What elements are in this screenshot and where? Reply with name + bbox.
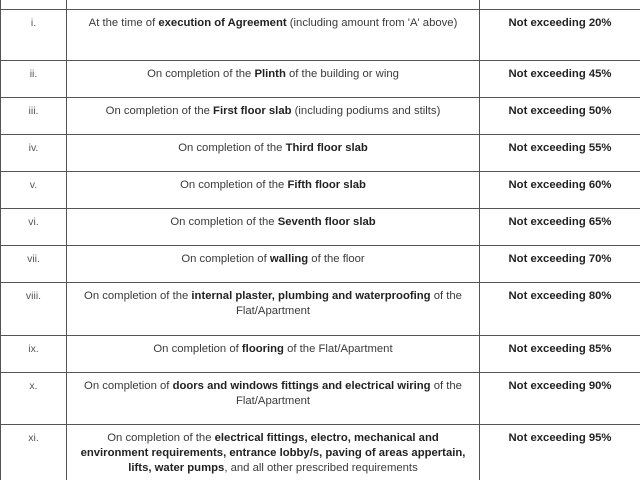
milestone-text: On completion of (181, 253, 270, 265)
milestone-emphasis: Plinth (254, 68, 286, 80)
table-row (1, 283, 640, 336)
row-number: ii. (1, 61, 67, 98)
milestone-emphasis: First floor slab (213, 105, 292, 117)
milestone-description (67, 98, 480, 135)
milestone-emphasis: Fifth floor slab (287, 179, 366, 191)
row-number: v. (1, 172, 67, 209)
milestone-description (67, 336, 480, 373)
payment-percentage: Not exceeding 50% (480, 98, 640, 135)
payment-percentage: Not exceeding 55% (480, 135, 640, 172)
row-number: i. (1, 10, 67, 61)
milestone-text: On completion of the (180, 179, 288, 191)
milestone-emphasis: internal plaster, plumbing and waterproofing (191, 290, 431, 302)
milestone-description (67, 246, 480, 283)
milestone-text: (including amount from 'A' above) (286, 17, 458, 29)
payment-percentage: Not exceeding 70% (480, 246, 640, 283)
header-cell (67, 0, 480, 10)
table-row (1, 336, 640, 373)
milestone-description (67, 373, 480, 425)
milestone-description (67, 209, 480, 246)
milestone-text: of the building or wing (285, 68, 399, 80)
milestone-text: On completion of the (105, 105, 214, 117)
milestone-text: (including podiums and stilts) (291, 105, 441, 117)
milestone-text: of the Flat/Apartment (235, 290, 462, 317)
milestone-text: On completion of (153, 343, 242, 355)
payment-percentage: Not exceeding 85% (480, 336, 640, 373)
milestone-description (67, 135, 480, 172)
row-number: xi. (1, 425, 67, 480)
header-cell (1, 0, 67, 10)
milestone-emphasis: electrical fittings, electro, mechanical and environment requirements, entrance lobby/s, paving of areas appertain, lifts, water pumps (80, 432, 466, 474)
milestone-text: , and all other prescribed requirements (224, 462, 418, 474)
payment-percentage: Not exceeding 90% (480, 373, 640, 425)
milestone-description (67, 425, 480, 480)
milestone-text: On completion of the (107, 432, 215, 444)
milestone-text: of the Flat/Apartment (235, 380, 462, 407)
table-row (1, 10, 640, 61)
payment-percentage: Not exceeding 45% (480, 61, 640, 98)
table-row (1, 172, 640, 209)
milestone-description (67, 61, 480, 98)
payment-percentage: Not exceeding 65% (480, 209, 640, 246)
table-row (1, 373, 640, 425)
header-cell (480, 0, 640, 10)
milestone-text: On completion of the (84, 290, 192, 302)
table-row (1, 209, 640, 246)
milestone-text: On completion of the (170, 216, 278, 228)
row-number: vi. (1, 209, 67, 246)
milestone-text: of the floor (308, 253, 365, 265)
payment-percentage: Not exceeding 20% (480, 10, 640, 61)
row-number: iv. (1, 135, 67, 172)
table-row-cut-header (1, 0, 640, 10)
table-row (1, 425, 640, 480)
milestone-emphasis: doors and windows fittings and electrical wiring (172, 380, 431, 392)
payment-percentage: Not exceeding 60% (480, 172, 640, 209)
milestone-emphasis: walling (269, 253, 309, 265)
row-number: ix. (1, 336, 67, 373)
table-row (1, 61, 640, 98)
milestone-emphasis: Third floor slab (285, 142, 368, 154)
milestone-text: of the Flat/Apartment (283, 343, 393, 355)
milestone-text: At the time of (88, 17, 159, 29)
payment-percentage: Not exceeding 80% (480, 283, 640, 336)
table-row (1, 246, 640, 283)
milestone-description (67, 283, 480, 336)
milestone-description (67, 10, 480, 61)
milestone-description (67, 172, 480, 209)
milestone-emphasis: Seventh floor slab (277, 216, 376, 228)
milestone-emphasis: flooring (241, 343, 284, 355)
row-number: x. (1, 373, 67, 425)
table-row (1, 98, 640, 135)
milestone-text: On completion of the (178, 142, 286, 154)
milestone-text: On completion of (84, 380, 173, 392)
payment-percentage: Not exceeding 95% (480, 425, 640, 480)
milestone-text: On completion of the (147, 68, 255, 80)
row-number: iii. (1, 98, 67, 135)
table-row (1, 135, 640, 172)
milestone-emphasis: execution of Agreement (158, 17, 287, 29)
row-number: viii. (1, 283, 67, 336)
row-number: vii. (1, 246, 67, 283)
